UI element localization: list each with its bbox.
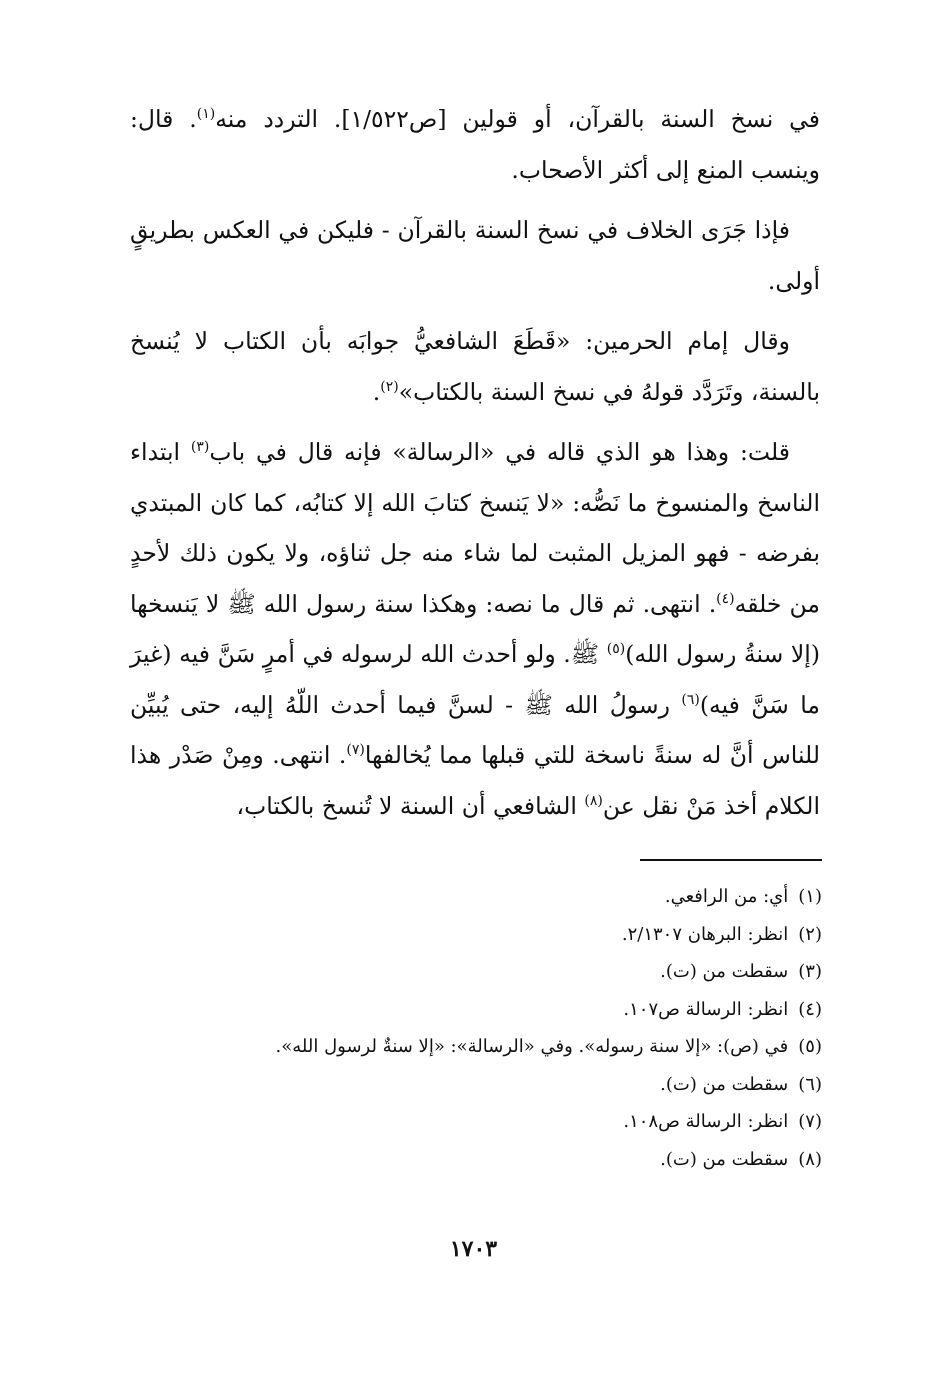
footnote-item [200, 1066, 822, 1104]
text-segment: ابتداء الناسخ والمنسوخ ما نَصُّه: «لا يَنسخ كتابَ الله إلا كتابُه، كما كان المبتدي بفرضه - فهو المزيل المثبت لما شاء منه جل ثناؤه، ولا يكون ذلك لأحدٍ من خلقه [130, 438, 820, 618]
text-segment: . انتهى. ومِنْ صَدْر هذا الكلام أخذ مَنْ نقل عن [130, 741, 820, 820]
footnote-text: أي: من الرافعي. [664, 886, 789, 907]
footnote-ref: (٨) [584, 792, 603, 809]
footnote-item [200, 1103, 822, 1141]
paragraph [130, 205, 820, 306]
footnote-item [200, 953, 822, 991]
footnote-number: (٤) [798, 998, 822, 1020]
paragraph [130, 316, 820, 417]
text-segment: الشافعي أن السنة لا تُنسخ بالكتاب، [236, 791, 585, 820]
footnote-ref: (٣) [190, 439, 210, 456]
footnote-number: (١) [798, 886, 822, 907]
footnote-item [200, 1028, 822, 1066]
footnote-number: (٣) [798, 961, 822, 982]
footnote-text: سقطت من (ت). [660, 961, 789, 982]
footnote-ref: (٤) [716, 590, 735, 607]
text-segment: في نسخ السنة بالقرآن، أو قولين [ص١/٥٢٢]. التردد منه [215, 105, 820, 133]
footnote-ref: (٢) [380, 378, 399, 395]
text-segment: . قال: وينسب المنع إلى أكثر الأصحاب. [130, 105, 820, 184]
text-segment: رسولُ الله ﷺ - لسنَّ فيما أحدث اللّهُ إليه، حتى يُبيِّن للناس أنَّ له سنةً ناسخة للتي قبلها مما يُخالفها [130, 690, 820, 769]
text-segment: وقال إمام الحرمين: «قَطَعَ الشافعيُّ جوابَه بأن الكتاب لا يُنسخ بالسنة، وتَرَدَّد قولهُ في نسخ السنة بالكتاب» [130, 327, 820, 406]
footnote-item [200, 878, 822, 916]
footnote-text: انظر: الرسالة ص١٠٧. [623, 998, 789, 1020]
paragraph [130, 94, 820, 195]
footnote-text: انظر: البرهان ٢/١٣٠٧. [621, 923, 789, 945]
text-segment: قلت: وهذا هو الذي قاله في «الرسالة» فإنه قال في باب [209, 438, 791, 466]
footnote-ref: (٦) [681, 691, 700, 708]
footnote-text: سقطت من (ت). [660, 1148, 789, 1170]
footnote-number: (٢) [798, 923, 822, 945]
footnote-ref: (٧) [346, 742, 365, 759]
paragraph [130, 427, 820, 831]
text-segment: ﷺ. ولو أحدث الله لرسوله في أمرٍ سَنَّ فيه (غيرَ ما سَنَّ فيه) [130, 640, 821, 719]
footnote-separator [640, 859, 822, 861]
text-segment: . انتهى. ثم قال ما نصه: وهكذا سنة رسول الله ﷺ لا يَنسخها (إلا سنةُ رسول الله) [130, 589, 820, 668]
main-text [130, 94, 820, 841]
footnote-number: (٧) [798, 1111, 822, 1132]
footnote-text: في (ص): «إلا سنة رسوله». وفي «الرسالة»: «إلا سنةٌ لرسول الله». [275, 1036, 789, 1057]
footnotes-list [200, 878, 822, 1178]
footnote-number: (٥) [798, 1036, 822, 1057]
page-number: ١٧٠٣ [449, 1236, 498, 1262]
text-segment: فإذا جَرَى الخلاف في نسخ السنة بالقرآن - فليكن في العكس بطريقٍ أولى. [130, 216, 820, 295]
footnote-ref: (١) [196, 106, 216, 123]
footnote-text: سقطت من (ت). [660, 1073, 789, 1095]
footnote-item [200, 916, 822, 954]
footnote-item [200, 991, 822, 1029]
footnote-item [200, 1141, 822, 1179]
text-segment: . [372, 377, 381, 406]
footnote-number: (٦) [798, 1073, 822, 1095]
footnote-number: (٨) [798, 1148, 822, 1170]
footnote-ref: (٥) [606, 641, 626, 658]
footnote-text: انظر: الرسالة ص١٠٨. [623, 1111, 789, 1132]
